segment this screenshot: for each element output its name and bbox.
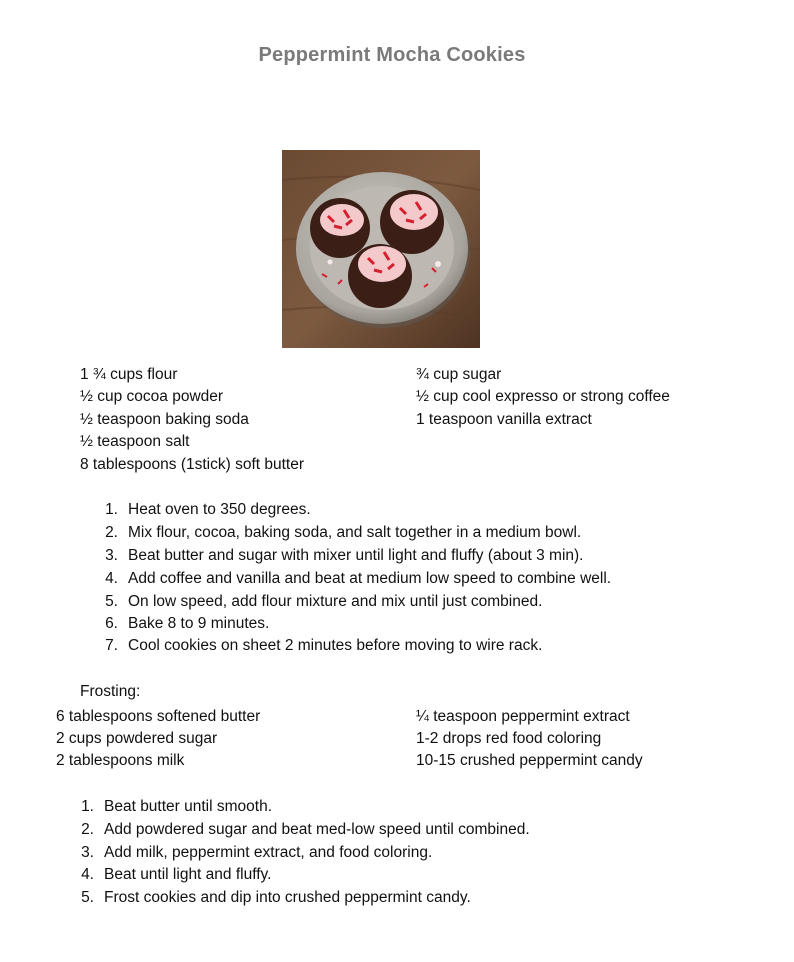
ingredient-item: ½ teaspoon salt [80, 433, 190, 450]
step-item: On low speed, add flour mixture and mix until just combined. [128, 593, 543, 610]
ingredient-item: ½ teaspoon baking soda [80, 411, 249, 428]
frosting-ingredient-item: 2 cups powdered sugar [56, 730, 218, 747]
frosting-step-number: 1. [81, 798, 94, 815]
ingredient-item: 1 ¾ cups flour [80, 366, 178, 383]
ingredient-item: ½ cup cocoa powder [80, 388, 224, 405]
ingredient-item: 8 tablespoons (1stick) soft butter [80, 456, 305, 473]
frosting-ingredient-item: 6 tablespoons softened butter [56, 708, 261, 725]
ingredient-item: ½ cup cool expresso or strong coffee [416, 388, 670, 405]
cookie-top-right [380, 190, 444, 254]
frosting-step-number: 3. [81, 844, 94, 861]
step-number: 7. [105, 637, 118, 654]
frosting-ingredient-item: 1-2 drops red food coloring [416, 730, 602, 747]
recipe-title: Peppermint Mocha Cookies [258, 44, 526, 66]
frosting-step-number: 5. [81, 889, 94, 906]
ingredient-item: 1 teaspoon vanilla extract [416, 411, 592, 428]
frosting-ingredient-item: ¼ teaspoon peppermint extract [416, 708, 630, 725]
step-item: Heat oven to 350 degrees. [128, 501, 311, 518]
frosting-step-item: Add milk, peppermint extract, and food coloring. [104, 844, 433, 861]
step-number: 3. [105, 547, 118, 564]
frosting-ingredient-item: 2 tablespoons milk [56, 752, 185, 769]
frosting-step-item: Beat until light and fluffy. [104, 866, 272, 883]
step-number: 4. [105, 570, 118, 587]
cookie-top-left [310, 198, 370, 258]
frosting-step-number: 2. [81, 821, 94, 838]
cookie-bottom [348, 244, 412, 308]
step-number: 5. [105, 593, 118, 610]
frosting-step-item: Frost cookies and dip into crushed peppermint candy. [104, 889, 471, 906]
step-item: Bake 8 to 9 minutes. [128, 615, 270, 632]
step-item: Beat butter and sugar with mixer until light and fluffy (about 3 min). [128, 547, 584, 564]
step-item: Add coffee and vanilla and beat at medium low speed to combine well. [128, 570, 612, 587]
frosting-heading: Frosting: [80, 683, 141, 700]
step-item: Mix flour, cocoa, baking soda, and salt together in a medium bowl. [128, 524, 582, 541]
frosting-ingredient-item: 10-15 crushed peppermint candy [416, 752, 643, 769]
step-number: 2. [105, 524, 118, 541]
step-number: 1. [105, 501, 118, 518]
frosting-step-number: 4. [81, 866, 94, 883]
cookies-photo [282, 150, 480, 348]
ingredient-item: ¾ cup sugar [416, 366, 502, 383]
cookie-plate-illustration [282, 150, 480, 348]
frosting-step-item: Beat butter until smooth. [104, 798, 273, 815]
frosting-step-item: Add powdered sugar and beat med-low speed until combined. [104, 821, 530, 838]
step-number: 6. [105, 615, 118, 632]
step-item: Cool cookies on sheet 2 minutes before moving to wire rack. [128, 637, 543, 654]
